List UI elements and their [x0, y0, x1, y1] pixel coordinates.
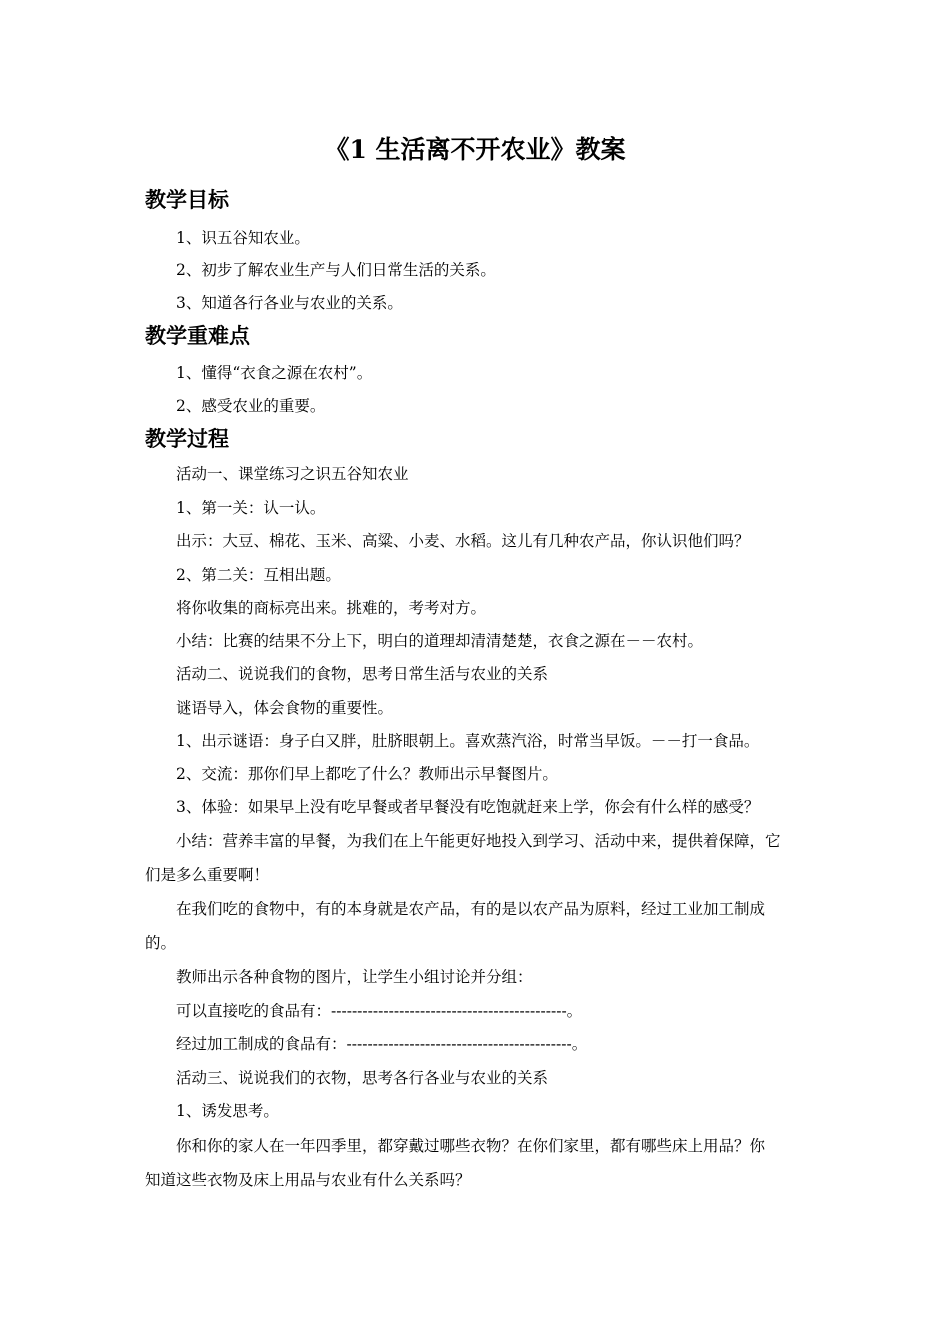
paragraph-line: 1、出示谜语：身子白又胖，肚脐眼朝上。喜欢蒸汽浴，时常当早饭。－－打一食品。 — [176, 732, 760, 750]
paragraph-line: 活动二、说说我们的食物，思考日常生活与农业的关系 — [176, 665, 549, 683]
paragraph-line: 活动一、课堂练习之识五谷知农业 — [176, 465, 409, 483]
paragraph-line: 2、第二关：互相出题。 — [176, 566, 341, 584]
paragraph-line: 谜语导入，体会食物的重要性。 — [176, 699, 394, 717]
paragraph-line: 知道这些衣物及床上用品与农业有什么关系吗？ — [145, 1171, 471, 1189]
paragraph-line: 1、懂得“衣食之源在农村”。 — [176, 364, 373, 382]
paragraph-line: 2、交流：那你们早上都吃了什么？教师出示早餐图片。 — [176, 765, 558, 783]
paragraph-line: 1、诱发思考。 — [176, 1102, 279, 1120]
paragraph-line: 你和你的家人在一年四季里，都穿戴过哪些衣物？在你们家里，都有哪些床上用品？你 — [176, 1137, 766, 1155]
paragraph-line: 出示：大豆、棉花、玉米、高粱、小麦、水稻。这儿有几种农产品，你认识他们吗？ — [176, 532, 750, 550]
section-heading-objectives: 教学目标 — [145, 187, 229, 212]
paragraph-line: 在我们吃的食物中，有的本身就是农产品，有的是以农产品为原料，经过工业加工制成 — [176, 900, 766, 918]
paragraph-line: 2、感受农业的重要。 — [176, 397, 326, 415]
paragraph-line: 经过加工制成的食品有：-------------------------------------------。 — [176, 1035, 588, 1053]
paragraph-line: 活动三、说说我们的衣物，思考各行各业与农业的关系 — [176, 1069, 549, 1087]
paragraph-line: 们是多么重要啊！ — [145, 866, 270, 884]
section-heading-key-points: 教学重难点 — [145, 323, 250, 348]
paragraph-line: 小结：营养丰富的早餐，为我们在上午能更好地投入到学习、活动中来，提供着保障，它 — [176, 832, 781, 850]
section-heading-process: 教学过程 — [145, 426, 229, 451]
paragraph-line: 教师出示各种食物的图片，让学生小组讨论并分组： — [176, 968, 533, 986]
paragraph-line: 3、知道各行各业与农业的关系。 — [176, 294, 403, 312]
paragraph-line: 可以直接吃的食品有：---------------------------------------------。 — [176, 1002, 583, 1020]
paragraph-line: 的。 — [145, 934, 177, 952]
paragraph-line: 1、识五谷知农业。 — [176, 229, 310, 247]
paragraph-line: 2、初步了解农业生产与人们日常生活的关系。 — [176, 261, 496, 279]
paragraph-line: 将你收集的商标亮出来。挑难的，考考对方。 — [176, 599, 487, 617]
paragraph-line: 3、体验：如果早上没有吃早餐或者早餐没有吃饱就赶来上学，你会有什么样的感受？ — [176, 798, 760, 816]
paragraph-line: 小结：比赛的结果不分上下，明白的道理却清清楚楚，衣食之源在－－农村。 — [176, 632, 704, 650]
document-title: 《1 生活离不开农业》教案 — [324, 135, 626, 164]
paragraph-line: 1、第一关：认一认。 — [176, 499, 326, 517]
